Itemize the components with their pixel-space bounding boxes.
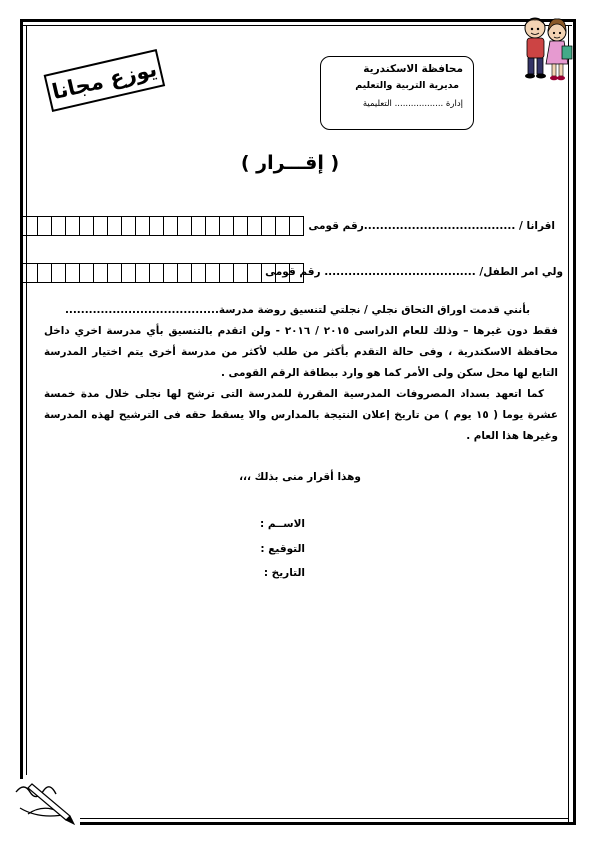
closing-line: وهذا أقرار منى بذلك ،،،: [239, 471, 361, 483]
administration-line: إدارة .................. التعليمية: [362, 99, 463, 109]
id-digit-box[interactable]: [163, 264, 177, 282]
declaration-body: [44, 300, 558, 447]
page-border-left: [20, 19, 23, 779]
directorate-name: مديرية التربية والتعليم: [355, 80, 459, 91]
id-digit-box[interactable]: [121, 217, 135, 235]
id-digit-box[interactable]: [135, 264, 149, 282]
body-paragraph-2: كما اتعهد بسداد المصروفات المدرسية المقررة للمدرسة التى ترشح لها نجلى خلال مدة خمسة عشرة يوما ( ١٥ يوم ) من تاريخ إعلان النتيجة بالمدارس والا يسقط حقه فى الترشيح لهذه المدرسة وغيرها هذا العام .: [44, 388, 558, 442]
page-border-top: [20, 19, 576, 22]
document-title: ( إقـــرار ): [240, 152, 340, 174]
id-digit-box[interactable]: [247, 217, 261, 235]
page-border-bottom-inner: [80, 818, 569, 819]
id-digit-box[interactable]: [107, 264, 121, 282]
id-digit-box[interactable]: [289, 217, 303, 235]
id-digit-box[interactable]: [163, 217, 177, 235]
page-border-left-inner: [26, 25, 27, 775]
id-digit-box[interactable]: [247, 264, 261, 282]
id-digit-box[interactable]: [23, 217, 37, 235]
declarant-national-id-boxes[interactable]: [22, 216, 304, 236]
id-digit-box[interactable]: [205, 217, 219, 235]
id-digit-box[interactable]: [261, 264, 275, 282]
id-digit-box[interactable]: [275, 264, 289, 282]
governorate-name: محافظة الاسكندرية: [363, 63, 463, 75]
id-digit-box[interactable]: [233, 264, 247, 282]
stamp-text: يوزع مجانا: [44, 49, 166, 112]
id-digit-box[interactable]: [205, 264, 219, 282]
id-digit-box[interactable]: [79, 264, 93, 282]
page-border-right-inner: [568, 25, 569, 822]
name-field-label: الاســم :: [259, 518, 305, 530]
children-illustration: [516, 10, 574, 86]
free-distribution-stamp: [39, 47, 164, 111]
id-digit-box[interactable]: [37, 264, 51, 282]
id-digit-box[interactable]: [37, 217, 51, 235]
id-digit-box[interactable]: [275, 217, 289, 235]
id-digit-box[interactable]: [289, 264, 303, 282]
id-digit-box[interactable]: [261, 217, 275, 235]
id-digit-box[interactable]: [149, 217, 163, 235]
id-digit-box[interactable]: [79, 217, 93, 235]
id-digit-box[interactable]: [65, 264, 79, 282]
id-digit-box[interactable]: [107, 217, 121, 235]
id-digit-box[interactable]: [233, 217, 247, 235]
id-digit-box[interactable]: [191, 264, 205, 282]
page-border-bottom: [80, 822, 576, 825]
id-digit-box[interactable]: [177, 217, 191, 235]
id-digit-box[interactable]: [51, 264, 65, 282]
signature-field-label: التوقيع :: [260, 543, 305, 555]
id-digit-box[interactable]: [191, 217, 205, 235]
header-box: [320, 56, 474, 130]
pen-signature-icon: [10, 770, 80, 830]
body-intro-line: بأنني قدمت اوراق التحاق نجلي / نجلتي لتنسيق روضة مدرسة.......................................: [64, 304, 530, 316]
id-digit-box[interactable]: [93, 217, 107, 235]
page-border-top-inner: [20, 25, 572, 26]
id-digit-box[interactable]: [51, 217, 65, 235]
guardian-national-id-boxes[interactable]: [22, 263, 304, 283]
id-digit-box[interactable]: [149, 264, 163, 282]
id-digit-box[interactable]: [135, 217, 149, 235]
body-paragraph-1: فقط دون غيرها – وذلك للعام الدراسى ٢٠١٥ / ٢٠١٦ - ولن اتقدم بالتنسيق بأي مدرسة اخري داخل محافظة الاسكندرية ، وفى حالة التقدم بأكثر من طلب لأكثر من مدرسة أخرى يتم اختيار المدرسة التابع لها محل سكن ولى الأمر كما هو وارد ببطاقة الرقم القومى .: [44, 325, 558, 379]
page-border-right: [573, 19, 576, 825]
id-digit-box[interactable]: [121, 264, 135, 282]
id-digit-box[interactable]: [23, 264, 37, 282]
id-digit-box[interactable]: [219, 264, 233, 282]
id-digit-box[interactable]: [177, 264, 191, 282]
id-digit-box[interactable]: [93, 264, 107, 282]
id-digit-box[interactable]: [219, 217, 233, 235]
id-digit-box[interactable]: [65, 217, 79, 235]
declarant-label: اقرانا / ......................................رقم قومى: [308, 220, 555, 232]
guardian-label: ولي امر الطفل/ ...................................... رقم قومى: [265, 266, 563, 278]
date-field-label: التاريخ :: [263, 567, 305, 579]
